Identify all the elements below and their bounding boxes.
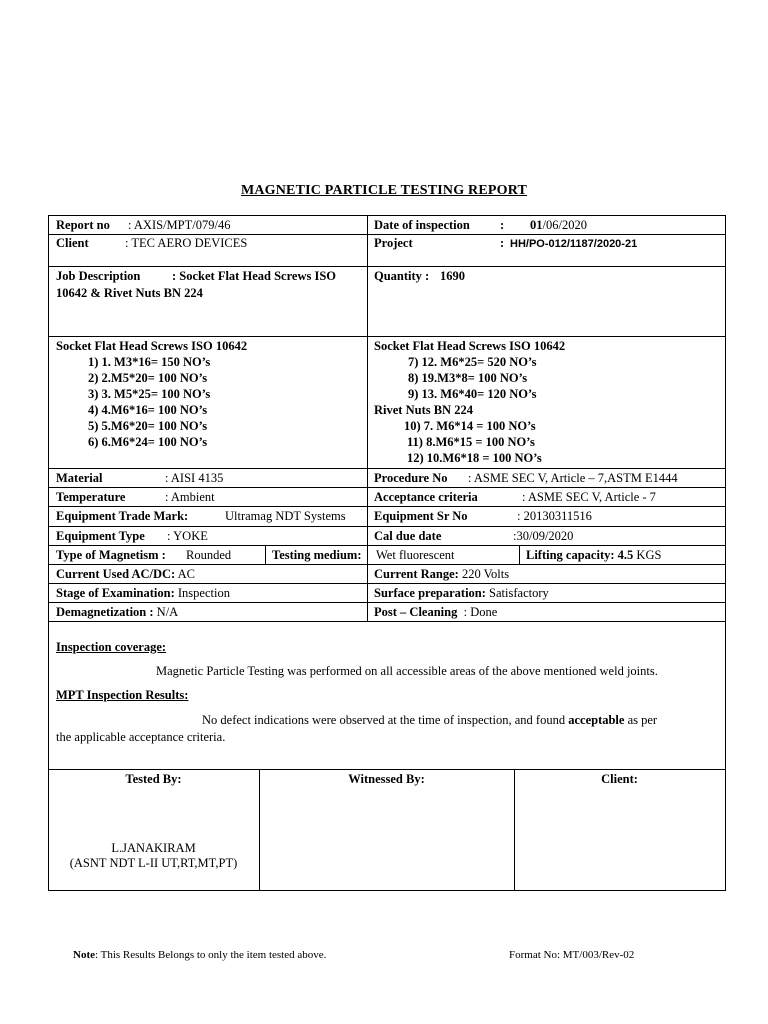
- testing-medium-value: Wet fluorescent: [376, 548, 455, 562]
- item-line: 7) 12. M6*25= 520 NO’s: [408, 355, 537, 369]
- cal-due-date-label: Cal due date: [374, 529, 442, 543]
- date-of-inspection-label: Date of inspection: [374, 218, 470, 232]
- report-title: MAGNETIC PARTICLE TESTING REPORT: [240, 183, 528, 198]
- report-no-value: : AXIS/MPT/079/46: [128, 218, 231, 232]
- rivet-nuts-header: Rivet Nuts BN 224: [374, 403, 473, 417]
- tester-name: L.JANAKIRAM: [111, 841, 196, 855]
- temperature-value: : Ambient: [165, 490, 215, 504]
- item-line: 2) 2.M5*20= 100 NO’s: [88, 371, 208, 385]
- items-left-header: Socket Flat Head Screws ISO 10642: [56, 339, 248, 353]
- project-label: Project: [374, 236, 413, 250]
- inspection-coverage-text: Magnetic Particle Testing was performed on all accessible areas of the above mentioned weld joints.: [156, 664, 658, 678]
- item-line: 6) 6.M6*24= 100 NO’s: [88, 435, 208, 449]
- client-label: Client: [56, 236, 89, 250]
- equipment-type-value: : YOKE: [167, 529, 208, 543]
- temperature-label: Temperature: [56, 490, 126, 504]
- procedure-no-value: : ASME SEC V, Article – 7,ASTM E1444: [468, 471, 678, 485]
- job-description-value-line2: 10642 & Rivet Nuts BN 224: [56, 286, 203, 300]
- tested-by-label: Tested By:: [125, 772, 182, 786]
- post-cleaning: Post – Cleaning : Done: [374, 605, 498, 619]
- format-number: Format No: MT/003/Rev-02: [509, 949, 635, 961]
- item-line: 3) 3. M5*25= 100 NO’s: [88, 387, 211, 401]
- item-line: 10) 7. M6*14 = 100 NO’s: [404, 419, 536, 433]
- client-value: : TEC AERO DEVICES: [125, 236, 248, 250]
- stage-of-examination: Stage of Examination: Inspection: [56, 586, 230, 600]
- item-line: 9) 13. M6*40= 120 NO’s: [408, 387, 537, 401]
- witnessed-by-label: Witnessed By:: [348, 772, 425, 786]
- report-no-label: Report no: [56, 218, 110, 232]
- project-colon: :: [500, 236, 505, 250]
- equipment-trade-mark-value: Ultramag NDT Systems: [225, 509, 346, 523]
- item-line: 12) 10.M6*18 = 100 NO’s: [407, 451, 542, 465]
- lifting-capacity: Lifting capacity: 4.5 KGS: [526, 548, 662, 562]
- inspection-coverage-heading: Inspection coverage:: [56, 640, 167, 654]
- mpt-results-heading: MPT Inspection Results:: [56, 688, 189, 702]
- material-value: : AISI 4135: [165, 471, 224, 485]
- job-description-value-line1: : Socket Flat Head Screws ISO: [172, 269, 336, 283]
- equipment-sr-no-value: : 20130311516: [517, 509, 592, 523]
- equipment-sr-no-label: Equipment Sr No: [374, 509, 468, 523]
- items-right-header: Socket Flat Head Screws ISO 10642: [374, 339, 566, 353]
- item-line: 4) 4.M6*16= 100 NO’s: [88, 403, 208, 417]
- item-line: 8) 19.M3*8= 100 NO’s: [408, 371, 528, 385]
- acceptance-criteria-value: : ASME SEC V, Article - 7: [522, 490, 656, 504]
- material-label: Material: [56, 471, 103, 485]
- type-of-magnetism-label: Type of Magnetism :: [56, 548, 166, 562]
- date-colon: :: [500, 218, 505, 232]
- mpt-results-text: No defect indications were observed at the time of inspection, and found acceptable as per: [202, 713, 658, 727]
- surface-preparation: Surface preparation: Satisfactory: [374, 586, 549, 600]
- project-value: HH/PO-012/1187/2020-21: [510, 238, 638, 250]
- item-line: 1) 1. M3*16= 150 NO’s: [88, 355, 211, 369]
- acceptance-criteria-label: Acceptance criteria: [374, 490, 478, 504]
- job-description-label: Job Description: [56, 269, 141, 283]
- cal-due-date-value: :30/09/2020: [513, 529, 574, 543]
- equipment-trade-mark-label: Equipment Trade Mark:: [56, 509, 189, 523]
- client-signature-label: Client:: [601, 772, 638, 786]
- item-line: 11) 8.M6*15 = 100 NO’s: [407, 435, 535, 449]
- current-used: Current Used AC/DC: AC: [56, 567, 196, 581]
- item-line: 5) 5.M6*20= 100 NO’s: [88, 419, 208, 433]
- footer-note: Note: This Results Belongs to only the item tested above.: [73, 949, 327, 961]
- mpt-results-text-line2: the applicable acceptance criteria.: [56, 730, 226, 744]
- procedure-no-label: Procedure No: [374, 471, 448, 485]
- equipment-type-label: Equipment Type: [56, 529, 145, 543]
- quantity-label: Quantity :: [374, 269, 430, 283]
- current-range: Current Range: 220 Volts: [374, 567, 510, 581]
- testing-medium-label: Testing medium:: [272, 548, 362, 562]
- date-of-inspection-value: 01/06/2020: [530, 218, 587, 232]
- tester-certification: (ASNT NDT L-II UT,RT,MT,PT): [69, 856, 238, 870]
- demagnetization: Demagnetization : N/A: [56, 605, 179, 619]
- type-of-magnetism-value: Rounded: [186, 548, 232, 562]
- quantity-value: 1690: [440, 269, 465, 283]
